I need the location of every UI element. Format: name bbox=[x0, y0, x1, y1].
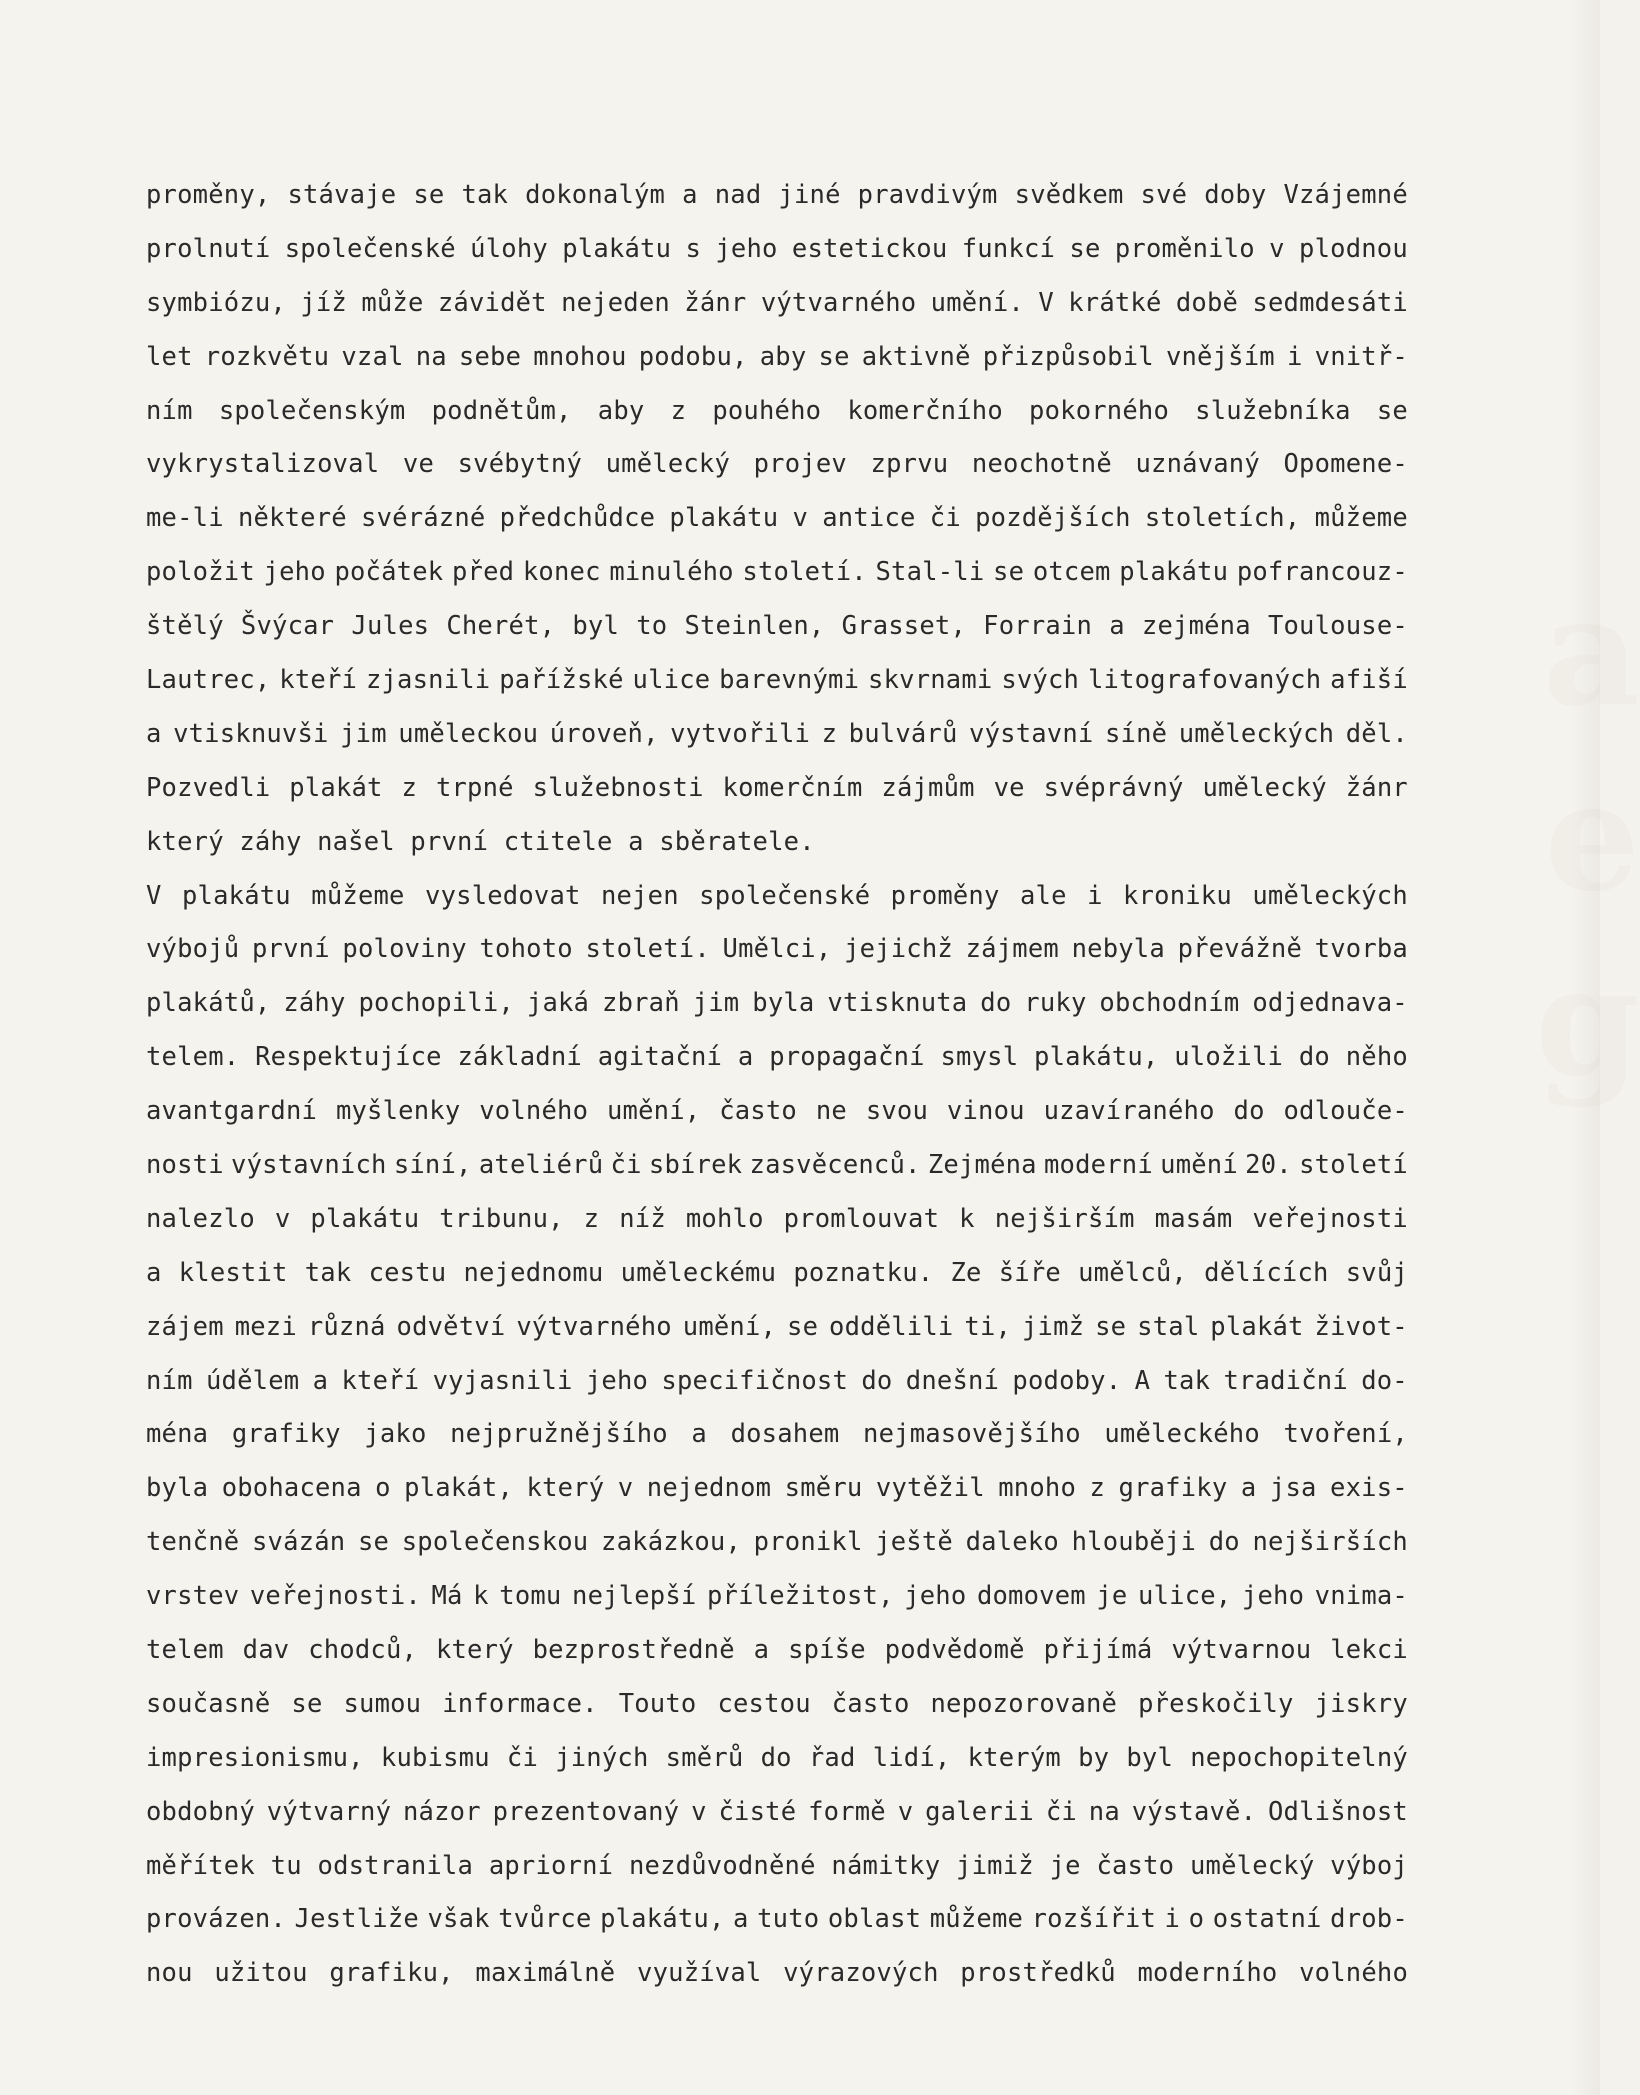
text-line: Pozvedli plakát z trpné služebnosti komerčním zájmům ve svéprávný umělecký žánr bbox=[146, 772, 1408, 803]
text-line: a vtisknuvši jim uměleckou úroveň, vytvořili z bulvárů výstavní síně uměleckých děl. bbox=[146, 718, 1408, 749]
text-line: zájem mezi různá odvětví výtvarného umění, se oddělili ti, jimž se stal plakát život- bbox=[146, 1311, 1408, 1342]
text-line: nalezlo v plakátu tribunu, z níž mohlo promlouvat k nejširším masám veřejnosti bbox=[146, 1203, 1408, 1234]
text-line: telem dav chodců, který bezprostředně a spíše podvědomě přijímá výtvarnou lekci bbox=[146, 1634, 1408, 1665]
text-line: avantgardní myšlenky volného umění, často ne svou vinou uzavíraného do odlouče- bbox=[146, 1096, 1408, 1127]
text-line: a klestit tak cestu nejednomu uměleckému poznatku. Ze šíře umělců, dělících svůj bbox=[146, 1257, 1408, 1288]
text-line: štělý Švýcar Jules Cherét, byl to Steinlen, Grasset, Forrain a zejména Toulouse- bbox=[146, 611, 1408, 642]
text-line: obdobný výtvarný názor prezentovaný v čisté formě v galerii či na výstavě. Odlišnost bbox=[146, 1796, 1408, 1827]
text-line: položit jeho počátek před konec minulého století. Stal-li se otcem plakátu pofrancouz- bbox=[146, 557, 1408, 588]
text-line: plakátů, záhy pochopili, jaká zbraň jim byla vtisknuta do ruky obchodním odjednava- bbox=[146, 988, 1408, 1019]
text-line: byla obohacena o plakát, který v nejednom směru vytěžil mnoho z grafiky a jsa exis- bbox=[146, 1473, 1408, 1504]
text-line: Lautrec, kteří zjasnili pařížské ulice barevnými skvrnami svých litografovaných afiší bbox=[146, 664, 1408, 695]
text-line: výbojů první poloviny tohoto století. Umělci, jejichž zájmem nebyla převážně tvorba bbox=[146, 934, 1408, 965]
text-line: vykrystalizoval ve svébytný umělecký projev zprvu neochotně uznávaný Opomene- bbox=[146, 449, 1408, 480]
text-line: ména grafiky jako nejpružnějšího a dosahem nejmasovějšího uměleckého tvoření, bbox=[146, 1419, 1408, 1450]
text-line: vrstev veřejnosti. Má k tomu nejlepší příležitost, jeho domovem je ulice, jeho vnima- bbox=[146, 1581, 1408, 1612]
text-line: let rozkvětu vzal na sebe mnohou podobu, aby se aktivně přizpůsobil vnějším i vnitř- bbox=[146, 341, 1408, 372]
text-line: nou užitou grafiku, maximálně využíval výrazových prostředků moderního volného bbox=[146, 1958, 1408, 1989]
text-line: nosti výstavních síní, ateliérů či sbírek zasvěcenců. Zejména moderní umění 20. století bbox=[146, 1149, 1408, 1180]
text-line: který záhy našel první ctitele a sběratele. bbox=[146, 826, 815, 857]
text-line: tenčně svázán se společenskou zakázkou, pronikl ještě daleko hlouběji do nejširších bbox=[146, 1527, 1408, 1558]
text-line: proměny, stávaje se tak dokonalým a nad jiné pravdivým svědkem své doby Vzájemné bbox=[146, 179, 1408, 210]
text-line: me-li některé svérázné předchůdce plakátu v antice či pozdějších stoletích, můžeme bbox=[146, 503, 1408, 534]
text-line: impresionismu, kubismu či jiných směrů do řad lidí, kterým by byl nepochopitelný bbox=[146, 1742, 1408, 1773]
text-line: ním společenským podnětům, aby z pouhého komerčního pokorného služebníka se bbox=[146, 395, 1408, 426]
page-edge-shadow bbox=[1572, 0, 1600, 2095]
text-line: prolnutí společenské úlohy plakátu s jeho estetickou funkcí se proměnilo v plodnou bbox=[146, 233, 1408, 264]
text-line: současně se sumou informace. Touto cestou často nepozorovaně přeskočily jiskry bbox=[146, 1688, 1408, 1719]
text-line: provázen. Jestliže však tvůrce plakátu, a tuto oblast můžeme rozšířit i o ostatní drob- bbox=[146, 1904, 1408, 1935]
body-text bbox=[146, 168, 1408, 2000]
text-line: V plakátu můžeme vysledovat nejen společenské proměny ale i kroniku uměleckých bbox=[146, 880, 1408, 911]
text-line: telem. Respektujíce základní agitační a propagační smysl plakátu, uložili do něho bbox=[146, 1042, 1408, 1073]
text-line: ním údělem a kteří vyjasnili jeho specifičnost do dnešní podoby. A tak tradiční do- bbox=[146, 1365, 1408, 1396]
text-line: měřítek tu odstranila apriorní nezdůvodněné námitky jimiž je často umělecký výboj bbox=[146, 1850, 1408, 1881]
text-line: symbiózu, jíž může závidět nejeden žánr výtvarného umění. V krátké době sedmdesáti bbox=[146, 287, 1408, 318]
